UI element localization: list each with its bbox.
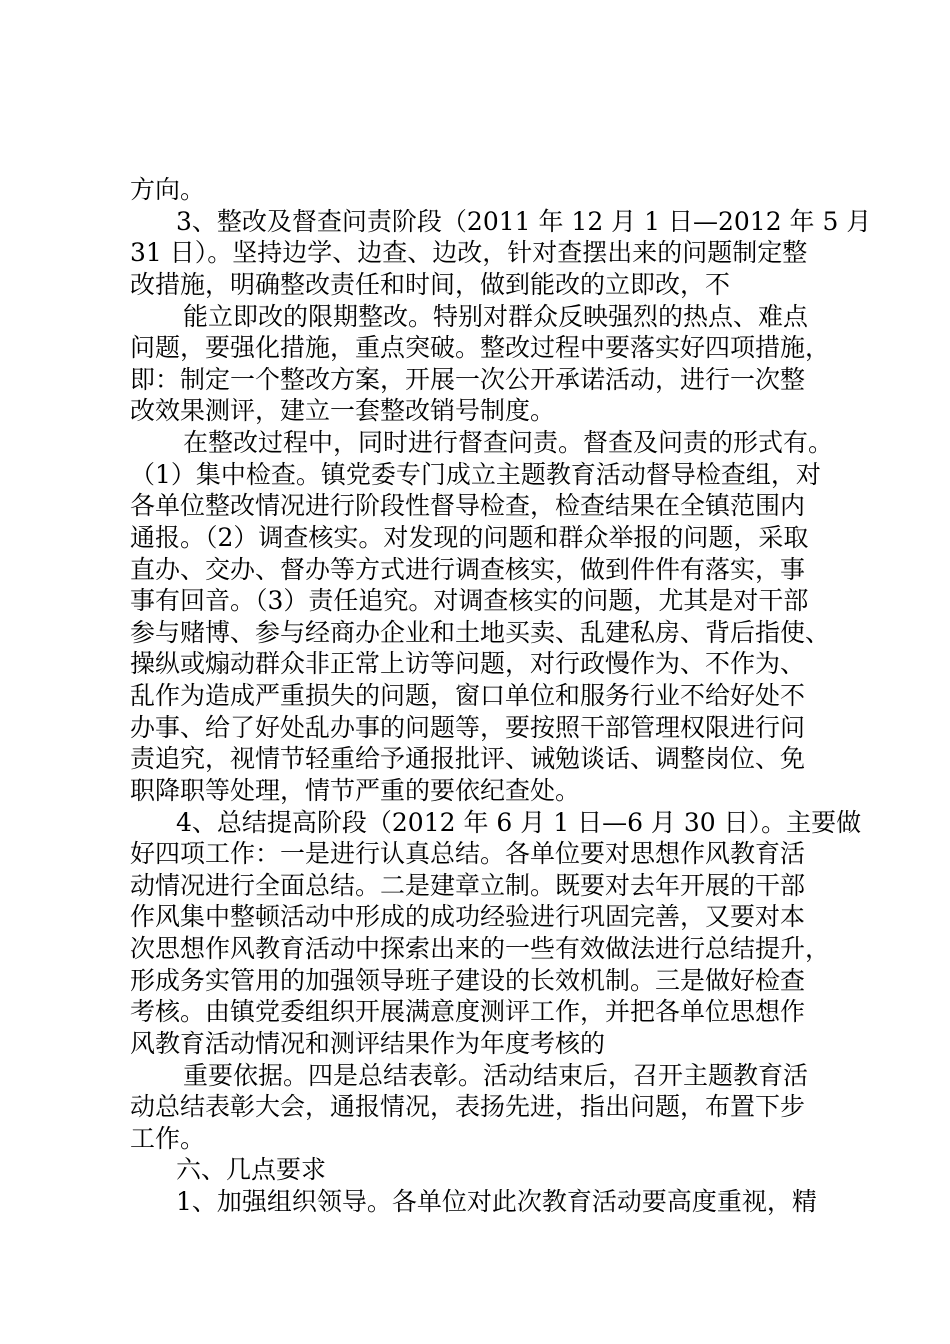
text-line: 问题，要强化措施，重点突破。整改过程中要落实好四项措施， [130, 333, 831, 362]
text-line: 改效果测评，建立一套整改销号制度。 [130, 396, 556, 425]
text-line: 形成务实管用的加强领导班子建设的长效机制。三是做好检查 [130, 966, 806, 995]
text-line: 3、整改及督查问责阶段（2011 年 12 月 1 日—2012 年 5 月 [176, 207, 872, 236]
text-line: 工作。 [130, 1124, 206, 1153]
text-line: 直办、交办、督办等方式进行调查核实，做到件件有落实，事 [130, 555, 806, 584]
text-line: 好四项工作：一是进行认真总结。各单位要对思想作风教育活 [130, 839, 806, 868]
text-line: 事有回音。（3）责任追究。对调查核实的问题，尤其是对干部 [130, 586, 809, 615]
text-line: 动情况进行全面总结。二是建章立制。既要对去年开展的干部 [130, 871, 806, 900]
text-line: 风教育活动情况和测评结果作为年度考核的 [130, 1029, 606, 1058]
text-line: 重要依据。四是总结表彰。活动结束后，召开主题教育活 [183, 1061, 809, 1090]
text-line: 次思想作风教育活动中探索出来的一些有效做法进行总结提升， [130, 934, 831, 963]
text-line: 操纵或煽动群众非正常上访等问题，对行政慢作为、不作为、 [130, 649, 806, 678]
text-line: 办事、给了好处乱办事的问题等，要按照干部管理权限进行问 [130, 713, 806, 742]
text-line: 1、加强组织领导。各单位对此次教育活动要高度重视，精 [176, 1187, 817, 1216]
text-line: 能立即改的限期整改。特别对群众反映强烈的热点、难点 [183, 302, 809, 331]
text-line: 4、总结提高阶段（2012 年 6 月 1 日—6 月 30 日）。主要做 [176, 808, 862, 837]
text-line: 动总结表彰大会，通报情况，表扬先进，指出问题，布置下步 [130, 1092, 806, 1121]
text-line: 即：制定一个整改方案，开展一次公开承诺活动，进行一次整 [130, 365, 806, 394]
text-line: 改措施，明确整改责任和时间，做到能改的立即改，不 [130, 270, 731, 299]
text-line: 责追究，视情节轻重给予通报批评、诫勉谈话、调整岗位、免 [130, 744, 806, 773]
text-line: 作风集中整顿活动中形成的成功经验进行巩固完善，又要对本 [130, 902, 806, 931]
text-line: （1）集中检查。镇党委专门成立主题教育活动督导检查组，对 [130, 460, 821, 489]
text-line: 职降职等处理，情节严重的要依纪查处。 [130, 776, 581, 805]
text-line: 在整改过程中，同时进行督查问责。督查及问责的形式有。 [183, 428, 834, 457]
text-line: 各单位整改情况进行阶段性督导检查，检查结果在全镇范围内 [130, 491, 806, 520]
text-line: 考核。由镇党委组织开展满意度测评工作，并把各单位思想作 [130, 997, 806, 1026]
text-line: 通报。（2）调查核实。对发现的问题和群众举报的问题，采取 [130, 523, 809, 552]
text-line: 乱作为造成严重损失的问题，窗口单位和服务行业不给好处不 [130, 681, 806, 710]
text-line: 参与赌博、参与经商办企业和土地买卖、乱建私房、背后指使、 [130, 618, 831, 647]
text-line: 31 日）。坚持边学、边查、边改，针对查摆出来的问题制定整 [130, 238, 808, 267]
text-line: 方向。 [130, 175, 206, 204]
section-heading: 六、几点要求 [176, 1155, 327, 1184]
